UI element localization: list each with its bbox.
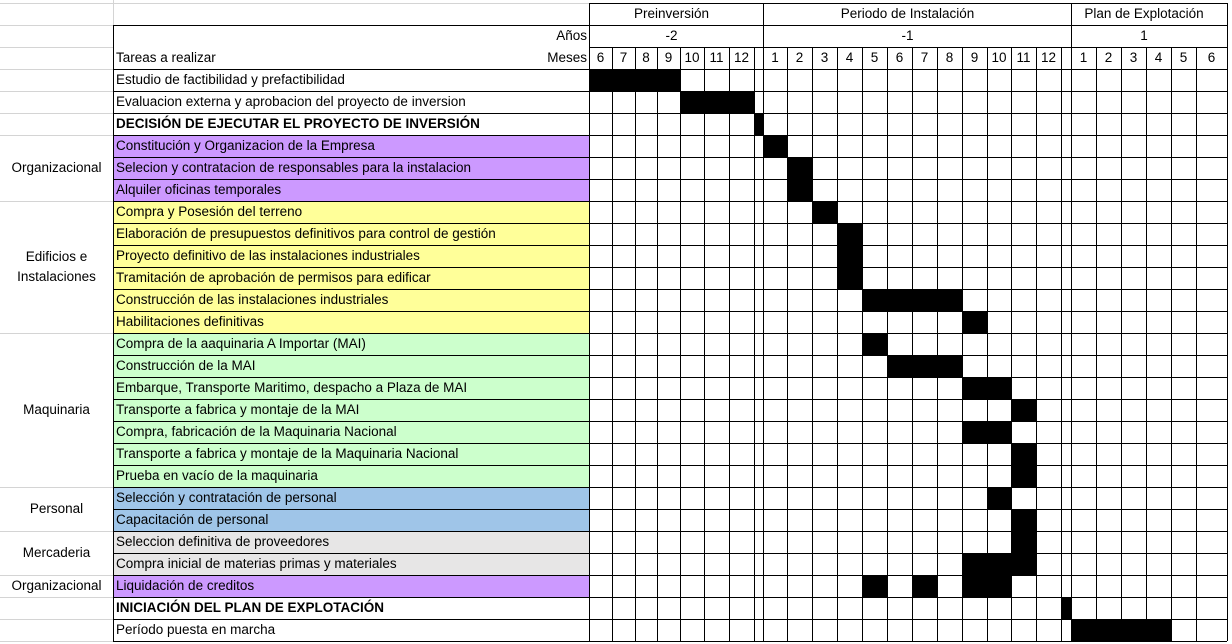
milestone-marker [1061,597,1072,620]
gantt-bar-cell [1121,619,1147,642]
month-label: 5 [870,50,879,65]
task-label: Alquiler oficinas temporales [116,182,282,197]
col-border [1196,47,1197,641]
phase-label: Plan de Explotación [1084,6,1204,21]
col-border [635,47,636,641]
task-label: Proyecto definitivo de las instalaciones industriales [116,248,420,263]
task-label: Compra, fabricación de la Maquinaria Nacional [116,424,397,439]
gantt-bar-cell [887,289,913,312]
group-label-text: Maquinaria [23,402,90,417]
col-border [937,47,938,641]
task-label: Selección y contratación de personal [116,490,337,505]
month-label: 6 [596,50,605,65]
col-border [1121,47,1122,641]
gantt-bar-cell [962,421,988,444]
gantt-bar-cell [812,201,838,224]
task-label: Habilitaciones definitivas [116,314,264,329]
year-label: -2 [665,28,678,43]
task-label: Compra inicial de materias primas y materiales [116,556,397,571]
gantt-bar-cell [787,157,813,180]
group-label-text: Edificios e Instalaciones [17,249,96,284]
task-label: Tramitación de aprobación de permisos para edificar [116,270,431,285]
gantt-bar-cell [635,69,658,92]
month-label: 6 [895,50,904,65]
group-border [0,135,113,136]
col-border [680,47,681,641]
gantt-bar-cell [1071,619,1097,642]
gantt-bar-cell [987,487,1012,510]
col-border [1061,47,1062,641]
gantt-bar-cell [987,421,1012,444]
month-label: 10 [684,50,700,65]
month-label: 2 [795,50,804,65]
group-border [0,333,113,334]
group-label-text: Organizacional [11,578,102,593]
task-label: Embarque, Transporte Maritimo, despacho a Plaza de MAI [116,380,468,395]
month-label: 10 [991,50,1007,65]
gridline [0,619,113,620]
gantt-bar-cell [1096,619,1122,642]
month-label: 8 [642,50,650,65]
month-label: 4 [1154,50,1163,65]
group-label-text: Mercaderia [22,545,91,560]
task-label: Capacitación de personal [116,512,269,527]
month-label: 7 [619,50,628,65]
gridline [0,47,113,48]
gantt-bar-cell [763,135,788,158]
col-border [912,47,913,641]
col-border [589,3,590,641]
month-label: 6 [1207,50,1216,65]
gantt-bar-cell [912,289,938,312]
gantt-bar-cell [937,355,963,378]
phase-label: Preinversión [633,6,710,21]
gantt-bar-cell [1011,553,1037,576]
gantt-bar-cell [987,575,1012,598]
gridline [0,641,113,642]
gantt-bar-cell [1011,509,1037,532]
gantt-bar-cell [589,69,613,92]
col-border [657,47,658,641]
gantt-bar-cell [912,355,938,378]
group-label [0,531,113,575]
month-label: 1 [771,50,779,65]
gantt-bar-cell [937,289,963,312]
task-label: Elaboración de presupuestos definitivos para control de gestión [116,226,496,241]
col-border [729,47,730,641]
group-label [0,135,113,201]
group-border [0,201,113,202]
group-label [0,333,113,487]
group-border [0,575,113,576]
gantt-bar-cell [1011,443,1037,466]
task-label: Liquidación de creditos [116,578,255,593]
task-label: INICIACIÓN DEL PLAN DE EXPLOTACIÓN [116,600,385,615]
gridline [0,113,113,114]
gantt-bar-cell [657,69,681,92]
gantt-bar-cell [987,553,1012,576]
month-label: 11 [709,50,724,65]
gantt-bar-cell [1011,531,1037,554]
month-label: 12 [733,50,750,65]
gridline [0,3,589,4]
gantt-bar-cell [787,179,813,202]
gantt-bar-cell [962,575,988,598]
col-border [812,47,813,641]
gantt-bar-cell [962,553,988,576]
month-label: 8 [945,50,954,65]
year-label: -1 [901,28,914,43]
col-border [987,47,988,641]
month-label: 4 [845,50,854,65]
gridline [0,91,113,92]
milestone-marker [754,113,764,136]
group-label-text: Organizacional [11,160,102,175]
phase-label: Periodo de Instalación [840,6,975,21]
col-border [1171,47,1172,641]
task-label: Evaluacion externa y aprobacion del proyecto de inversion [116,94,466,109]
month-label: 5 [1179,50,1188,65]
task-label: Construcción de las instalaciones industriales [116,292,389,307]
gantt-bar-cell [704,91,730,114]
group-label [0,487,113,531]
col-border [962,47,963,641]
col-border [1146,47,1147,641]
col-border [612,47,613,641]
gantt-bar-cell [1011,465,1037,488]
phase-border [1227,3,1228,641]
group-border [0,531,113,532]
months-label: Meses [547,50,587,65]
phase-border [763,3,764,641]
gridline [0,25,113,26]
gantt-bar-cell [680,91,705,114]
task-label: Seleccion definitiva de proveedores [116,534,330,549]
gridline [113,0,114,25]
group-border [0,597,113,598]
task-label: Construcción de la MAI [116,358,256,373]
task-label: Período puesta en marcha [116,622,276,637]
col-border [754,47,755,641]
gantt-bar-cell [862,333,888,356]
col-border [1096,47,1097,641]
gantt-bar-cell [729,91,755,114]
year-label: 1 [1140,28,1148,43]
gantt-bar-cell [962,311,988,334]
phase-border [1071,3,1072,641]
gantt-bar-cell [612,69,636,92]
gridline [0,69,113,70]
gantt-bar-cell [912,575,938,598]
gantt-bar-cell [862,289,888,312]
task-label: Transporte a fabrica y montaje de la Maquinaria Nacional [116,446,459,461]
gantt-bar-cell [987,377,1012,400]
month-label: 9 [664,50,673,65]
group-label [0,201,113,333]
gantt-bar-cell [962,377,988,400]
years-label: Años [556,28,587,43]
month-label: 1 [1079,50,1088,65]
month-label: 2 [1104,50,1113,65]
month-label: 3 [820,50,829,65]
month-label: 12 [1040,50,1057,65]
task-label: Compra y Posesión del terreno [116,204,303,219]
task-label: Compra de la aaquinaria A Importar (MAI) [116,336,366,351]
group-border [0,487,113,488]
row-border [113,641,1227,642]
gantt-bar-cell [887,355,913,378]
month-label: 7 [920,50,929,65]
task-label: Transporte a fabrica y montaje de la MAI [116,402,360,417]
gantt-bar-cell [837,245,863,268]
month-label: 3 [1129,50,1138,65]
month-label: 9 [970,50,979,65]
task-label: Constitución y Organizacion de la Empresa [116,138,375,153]
task-label: Selecion y contratacion de responsables para la instalacion [116,160,471,175]
tasks-header: Tareas a realizar [116,50,216,65]
group-label-text: Personal [29,501,84,516]
gantt-bar-cell [1146,619,1172,642]
gantt-bar-cell [862,575,888,598]
task-label: DECISIÓN DE EJECUTAR EL PROYECTO DE INVERSIÓN [116,116,480,131]
task-label: Estudio de factibilidad y prefactibilidad [116,72,345,87]
col-border [837,47,838,641]
group-label [0,575,113,597]
col-border [704,47,705,641]
gantt-bar-cell [837,223,863,246]
gantt-bar-cell [837,267,863,290]
month-label: 11 [1016,50,1031,65]
gantt-bar-cell [1011,399,1037,422]
task-label: Prueba en vacío de la maquinaria [116,468,318,483]
